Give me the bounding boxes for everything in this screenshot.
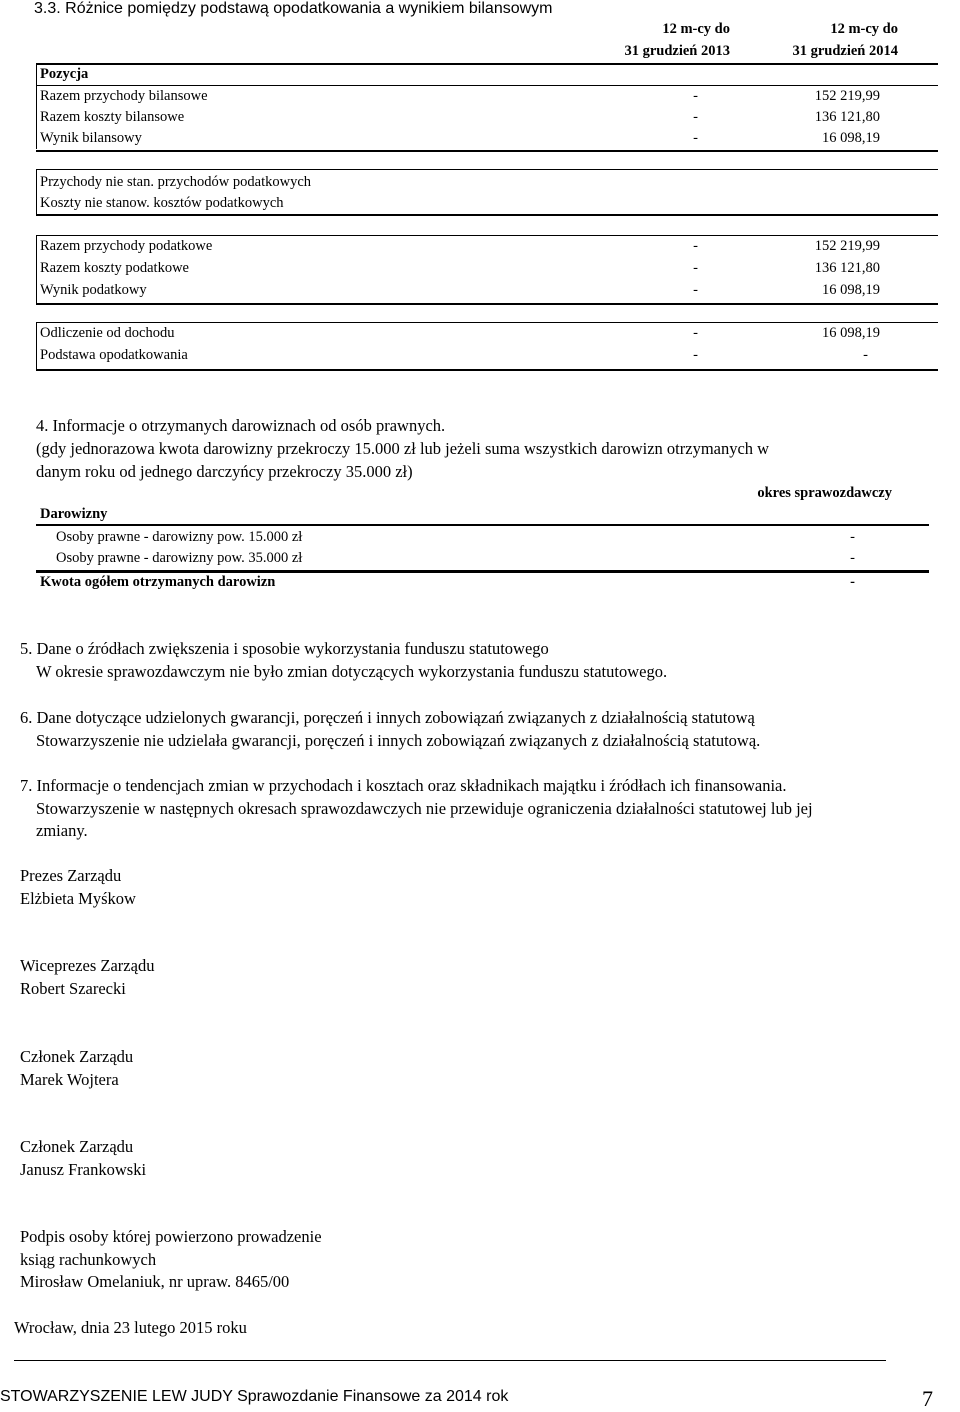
section-7-title: 7. Informacje o tendencjach zmian w przychodach i kosztach oraz składnikach majątku i źródłach ich finansowania.: [20, 776, 787, 795]
row-value-2013: -: [693, 109, 698, 125]
row-label: Razem koszty podatkowe: [40, 260, 189, 276]
signature-role: Członek Zarządu: [20, 1137, 134, 1156]
footer-text: STOWARZYSZENIE LEW JUDY Sprawozdanie Finansowe za 2014 rok: [0, 1388, 509, 1405]
section-7-text-line2: zmiany.: [36, 821, 88, 840]
row-label: Wynik bilansowy: [40, 130, 142, 146]
signature-name: Robert Szarecki: [20, 979, 126, 998]
row-label: Wynik podatkowy: [40, 282, 147, 298]
row-value-2013: -: [693, 325, 698, 341]
row-value-2014: 136 121,80: [814, 109, 880, 125]
block-rule: [36, 235, 938, 236]
row-value-2014: -: [863, 347, 868, 363]
table-bottom-rule: [36, 369, 938, 371]
col-2013-header-line2: 31 grudzień 2013: [624, 43, 730, 59]
page-number: 7: [922, 1386, 933, 1411]
signature-name: Marek Wojtera: [20, 1070, 119, 1089]
row-value-2013: -: [693, 260, 698, 276]
row-value-2014: 16 098,19: [822, 130, 880, 146]
block-rule: [36, 169, 938, 170]
table-top-rule: [36, 63, 938, 65]
row-label: Podstawa opodatkowania: [40, 347, 188, 363]
period-header: okres sprawozdawczy: [757, 485, 892, 501]
donation-row-value: -: [850, 550, 855, 566]
section-5-title: 5. Dane o źródłach zwiększenia i sposobie wykorzystania funduszu statutowego: [20, 639, 549, 658]
donations-table-header: Darowizny: [40, 506, 108, 522]
section-6-title: 6. Dane dotyczące udzielonych gwarancji, poręczeń i innych zobowiązań związanych z działalnością statutową: [20, 708, 755, 727]
block-rule: [36, 322, 938, 323]
table-header-pozycja: Pozycja: [40, 66, 89, 82]
donations-header-rule: [36, 524, 929, 526]
block-rule: [36, 150, 938, 152]
row-value-2013: -: [693, 88, 698, 104]
table-left-border: [36, 63, 37, 149]
row-label: Odliczenie od dochodu: [40, 325, 175, 341]
row-value-2014: 16 098,19: [822, 325, 880, 341]
block-rule: [36, 303, 938, 305]
block-rule: [36, 214, 938, 216]
row-value-2013: -: [693, 347, 698, 363]
donations-total-label: Kwota ogółem otrzymanych darowizn: [40, 574, 276, 590]
table-left-border: [36, 322, 37, 370]
signature-role: Członek Zarządu: [20, 1047, 134, 1066]
row-label: Przychody nie stan. przychodów podatkowych: [40, 174, 312, 190]
row-label: Razem przychody podatkowe: [40, 238, 213, 254]
section-4-note-line1: (gdy jednorazowa kwota darowizny przekroczy 15.000 zł lub jeżeli suma wszystkich darowizn otrzymanych w: [36, 439, 770, 458]
table-left-border: [36, 235, 37, 303]
row-value-2013: -: [693, 282, 698, 298]
signature-name: Elżbieta Myśkow: [20, 889, 136, 908]
signature-name: Janusz Frankowski: [20, 1160, 147, 1179]
donation-row-label: Osoby prawne - darowizny pow. 35.000 zł: [56, 550, 303, 566]
donation-row-label: Osoby prawne - darowizny pow. 15.000 zł: [56, 529, 303, 545]
bookkeeper-line1: Podpis osoby której powierzono prowadzenie: [20, 1227, 322, 1246]
donations-total-rule: [36, 570, 929, 573]
row-value-2014: 16 098,19: [822, 282, 880, 298]
section-3-3-title: 3.3. Różnice pomiędzy podstawą opodatkowania a wynikiem bilansowym: [34, 0, 553, 17]
bookkeeper-line2: ksiąg rachunkowych: [20, 1250, 157, 1269]
col-2013-header-line1: 12 m-cy do: [662, 21, 730, 37]
row-label: Razem przychody bilansowe: [40, 88, 208, 104]
row-value-2014: 152 219,99: [814, 238, 880, 254]
section-4-note-line2: danym roku od jednego darczyńcy przekroczy 35.000 zł): [36, 462, 413, 481]
footer-rule: [14, 1360, 886, 1361]
row-value-2014: 152 219,99: [814, 88, 880, 104]
donations-total-value: -: [850, 574, 855, 590]
row-value-2013: -: [693, 238, 698, 254]
bookkeeper-line3: Mirosław Omelaniuk, nr upraw. 8465/00: [20, 1272, 290, 1291]
table-left-border: [36, 169, 37, 214]
section-5-text: W okresie sprawozdawczym nie było zmian dotyczących wykorzystania funduszu statutowego.: [36, 662, 668, 681]
signature-role: Prezes Zarządu: [20, 866, 122, 885]
col-2014-header-line1: 12 m-cy do: [830, 21, 898, 37]
place-and-date: Wrocław, dnia 23 lutego 2015 roku: [14, 1318, 247, 1337]
row-label: Razem koszty bilansowe: [40, 109, 185, 125]
signature-role: Wiceprezes Zarządu: [20, 956, 155, 975]
col-2014-header-line2: 31 grudzień 2014: [792, 43, 898, 59]
donation-row-value: -: [850, 529, 855, 545]
section-6-text: Stowarzyszenie nie udzielała gwarancji, poręczeń i innych zobowiązań związanych z działalnością statutową.: [36, 731, 761, 750]
table-header-rule: [36, 85, 938, 86]
row-value-2014: 136 121,80: [814, 260, 880, 276]
section-4-title: 4. Informacje o otrzymanych darowiznach od osób prawnych.: [36, 416, 446, 435]
row-value-2013: -: [693, 130, 698, 146]
row-label: Koszty nie stanow. kosztów podatkowych: [40, 195, 284, 211]
section-7-text-line1: Stowarzyszenie w następnych okresach sprawozdawczych nie przewiduje ograniczenia działalności statutowej lub jej: [36, 799, 813, 818]
